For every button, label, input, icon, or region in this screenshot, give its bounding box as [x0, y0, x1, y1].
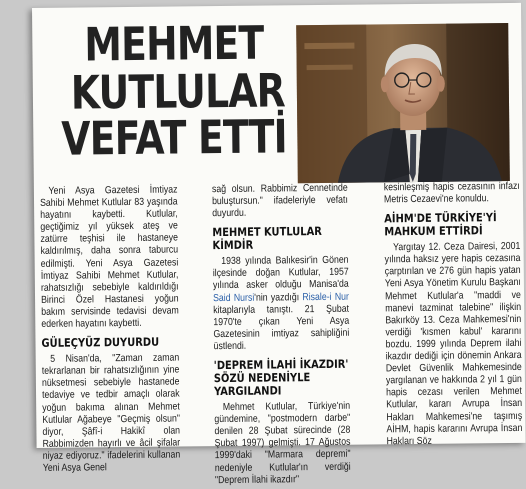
portrait-illustration — [296, 23, 510, 183]
trial-paragraph: Mehmet Kutlular, Türkiye'nin gündemine, "postmodern darbe" denilen 28 Şubat sürecinde (28 Şubat 1997) gelmişti. 17 Ağustos 1999'daki "Marmara depremi" nedeniyle Kutlular'ın verdiği "Deprem İlahi ikazdır" — [214, 401, 351, 487]
announcement-paragraph: 5 Nisan'da, "Zaman zaman tekrarlanan bir rahatsızlığının yine nüksetmesi sebebiyle hastanede tedaviye ve tedbir amaçlı olarak yoğun bakıma alınan Mehmet Kutlular Ağabeye "Geçmiş olsun" diyor, Şâfî-i Hakikî olan Rabbimizden hayırlı ve âcil şifalar niyaz ediyoruz." ifadelerini kullanan Yeni Asya Genel — [42, 353, 181, 475]
subheading-deprem: 'DEPREM İLAHİ İKAZDIR' SÖZÜ NEDENİYLE YARGILANDI — [214, 358, 350, 398]
portrait-photo — [296, 23, 510, 183]
said-nursi-link[interactable]: Said Nursi — [213, 292, 254, 303]
subheading-guleczyuz: GÜLEÇYÜZ DUYURDU — [41, 336, 179, 350]
intro-paragraph: Yeni Asya Gazetesi İmtiyaz Sahibi Mehmet Kutlular 83 yaşında hayatını kaybetti. Kutlular, geçtiğimiz yıl yüksek ateş ve zatürre teşhisi ile hastaneye kaldırılmış, daha sonra taburcu edilmişti. Yeni Asya Gazetesi İmtiyaz Sahibi Mehmet Kutlular, rahatsızlığı sebebiyle kaldırıldığı Birinci Özel Hastanesi yoğun bakım servisinde tedavisi devam ederken hayatını kaybetti. — [40, 184, 179, 331]
headline-line-1: MEHMET — [84, 20, 263, 68]
biography-paragraph — [213, 255, 350, 353]
biography-text-b: 'nin yazdığı — [254, 292, 302, 304]
biography-text-a: 1938 yılında Balıkesir'in Gönen ilçesinde doğan Kutlular, 1957 yılında asker olduğu Manisa'da — [213, 255, 349, 292]
article-column-2 — [212, 183, 351, 487]
article-column-3 — [384, 181, 523, 448]
condolence-paragraph: sağ olsun. Rabbimiz Cennetinde buluştursun." ifadeleriyle vefatı duyurdu. — [212, 183, 348, 221]
headline-line-3: VEFAT ETTİ — [61, 113, 287, 161]
aihm-paragraph: Yargıtay 12. Ceza Dairesi, 2001 yılında haksız yere hapis cezasına çarptırılan ve 276 gün hapis yatan Yeni Asya Yönetim Kurulu Başkanı Mehmet Kutlular'a "maddi ve manevi tazminat talebine" ilişkin Bakırköy 13. Ceza Mahkemesi'nin verdiği 'kısmen kabul' kararını bozdu. 1999 yılında Deprem ilahi ikazdır dediği için dönemin Ankara Devlet Güvenlik Mahkemesinde yargılanan ve hakkında 2 yıl 1 gün hapis cezası verilen Mehmet Kutlular, kararı Avrupa İnsan Hakları Mahkemesi'ne taşımış AİHM, hapis kararını Avrupa İnsan Hakları Söz — [384, 241, 522, 448]
subheading-kimdir: MEHMET KUTLULAR KİMDİR — [212, 225, 348, 252]
prison-paragraph: kesinleşmiş hapis cezasının infazı Metris Cezaevi'ne konuldu. — [384, 181, 520, 207]
risale-i-nur-link[interactable]: Risale-i Nur — [302, 291, 349, 302]
article-column-1 — [40, 184, 181, 474]
subheading-aihm: AİHM'DE TÜRKİYE'Yİ MAHKUM ETTİRDİ — [384, 211, 520, 238]
biography-text-c: kitaplarıyla tanıştı. 21 Şubat 1970'te çıkan Yeni Asya Gazetesinin imtiyaz sahipliğini üstlendi. — [213, 303, 349, 352]
newspaper-page — [32, 3, 526, 448]
headline-line-2: KUTLULAR — [71, 67, 285, 115]
